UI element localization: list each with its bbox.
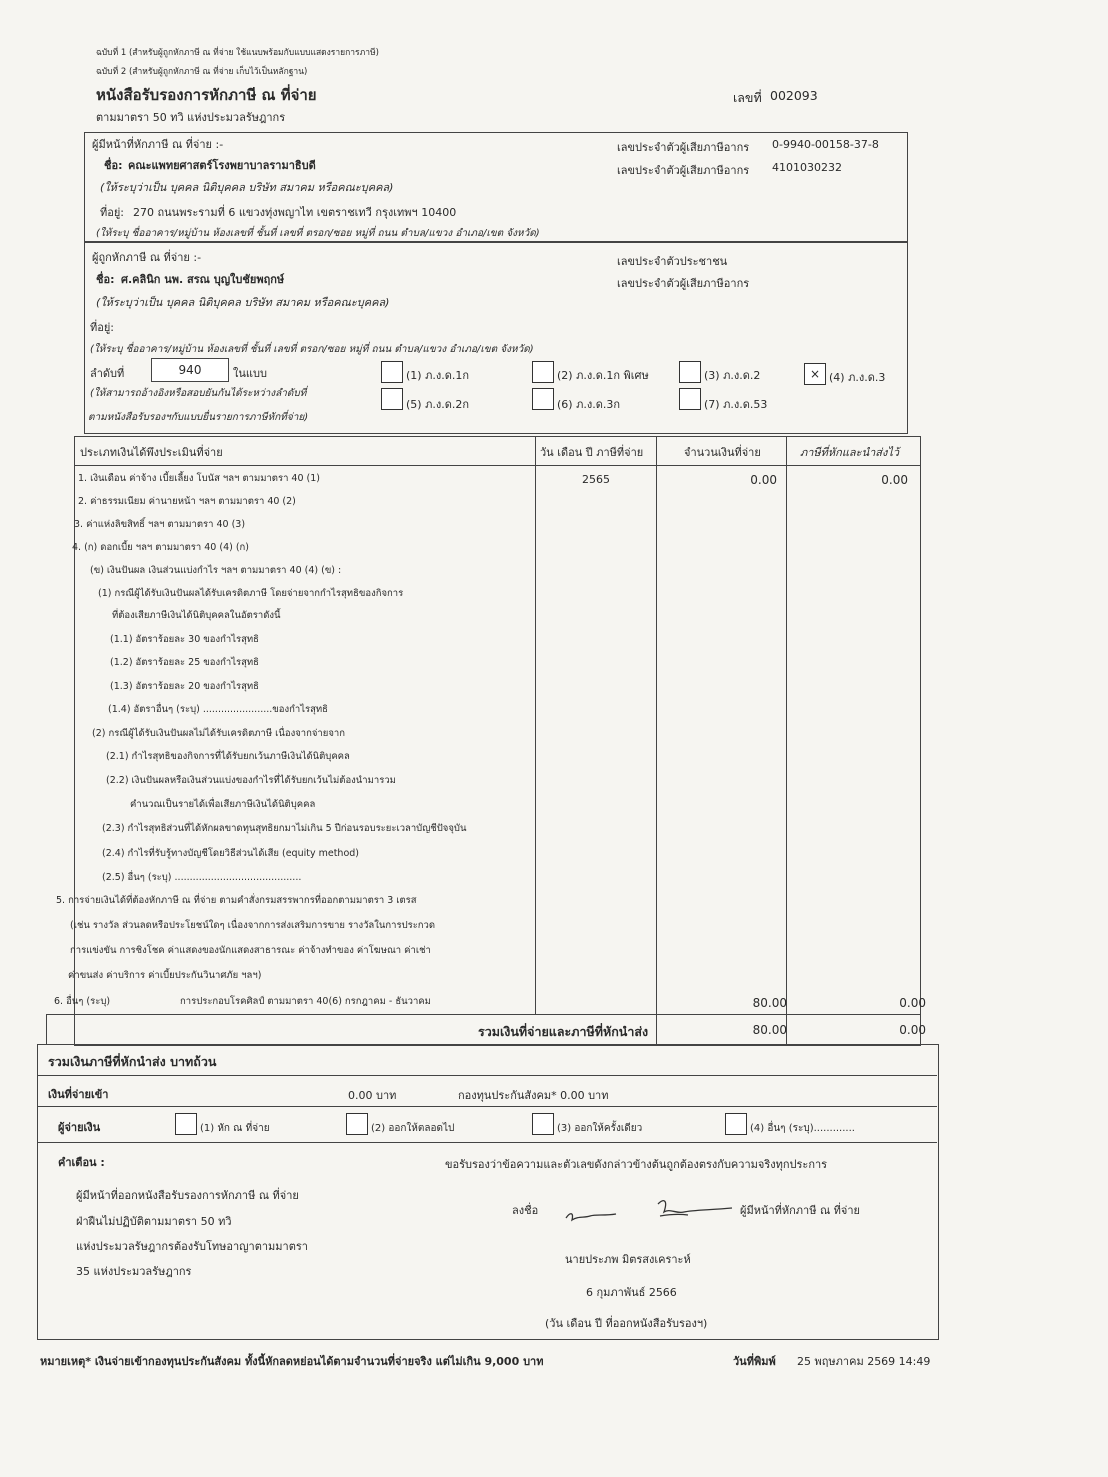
row-label: (1) กรณีผู้ได้รับเงินปันผลได้รับเครดิตภาษี โดยจ่ายจากกำไรสุทธิของกิจการ (98, 588, 404, 599)
total-label: รวมเงินที่จ่ายและภาษีที่หักนำส่ง (478, 1024, 649, 1039)
sign-label: ลงชื่อ (512, 1204, 539, 1217)
form1-checkbox[interactable] (381, 361, 403, 383)
total-amount: 80.00 (752, 1023, 787, 1037)
row-label: ค่าขนส่ง ค่าบริการ ค่าเบี้ยประกันวินาศภัย ฯลฯ) (68, 970, 262, 981)
row-label: (2) กรณีผู้ได้รับเงินปันผลไม่ได้รับเครดิตภาษี เนื่องจากจ่ายจาก (92, 728, 345, 739)
payee-name-hint: (ให้ระบุว่าเป็น บุคคล นิติบุคคล บริษัท สมาคม หรือคณะบุคคล) (96, 296, 390, 309)
issue-date: 6 กุมภาพันธ์ 2566 (586, 1286, 677, 1299)
row-amount: 0.00 (750, 473, 777, 487)
option1-checkbox[interactable] (175, 1113, 197, 1135)
payer-taxid-label: เลขประจำตัวผู้เสียภาษีอากร (617, 141, 750, 154)
option4-label: (4) อื่นๆ (ระบุ)............. (750, 1123, 855, 1134)
footer-note: หมายเหตุ* เงินจ่ายเข้ากองทุนประกันสังคม ทั้งนี้หักลดหย่อนได้ตามจำนวนที่จ่ายจริง แต่ไม่เกิน 9,000 บาท (40, 1355, 544, 1368)
option4-checkbox[interactable] (725, 1113, 747, 1135)
payer-heading: ผู้มีหน้าที่หักภาษี ณ ที่จ่าย :- (92, 138, 224, 151)
row-label: ที่ต้องเสียภาษีเงินได้นิติบุคคลในอัตราดังนี้ (112, 610, 281, 621)
row-label: (1.4) อัตราอื่นๆ (ระบุ) .......................ของกำไรสุทธิ (108, 704, 328, 715)
col-header-date: วัน เดือน ปี ภาษีที่จ่าย (540, 446, 644, 459)
form5-checkbox[interactable] (381, 388, 403, 410)
payee-id-label: เลขประจำตัวประชาชน (617, 255, 728, 268)
row-label: การแข่งขัน การชิงโชค ค่าแสดงของนักแสดงสาธารณะ ค่าจ้างทำของ ค่าโฆษณา ค่าเช่า (70, 945, 431, 956)
form2-checkbox[interactable] (532, 361, 554, 383)
payer-name-hint: (ให้ระบุว่าเป็น บุคคล นิติบุคคล บริษัท สมาคม หรือคณะบุคคล) (100, 181, 394, 194)
payee-heading: ผู้ถูกหักภาษี ณ ที่จ่าย :- (92, 251, 202, 264)
row-label: 2. ค่าธรรมเนียม ค่านายหน้า ฯลฯ ตามมาตรา 40 (2) (78, 496, 296, 507)
form1-label: (1) ภ.ง.ด.1ก (406, 369, 469, 382)
form4-checkbox[interactable]: × (804, 363, 826, 385)
payer-address-hint: (ให้ระบุ ชื่ออาคาร/หมู่บ้าน ห้องเลขที่ ชั้นที่ เลขที่ ตรอก/ซอย หมู่ที่ ถนน ตำบล/แขวง อำเภอ/เขต จังหวัด) (96, 228, 540, 239)
warning-line: ฝ่าฝืนไม่ปฏิบัติตามมาตรา 50 ทวิ (76, 1215, 232, 1228)
sequence-value: 940 (151, 358, 229, 382)
row-label: (1.2) อัตราร้อยละ 25 ของกำไรสุทธิ (110, 657, 259, 668)
row-label: (1.1) อัตราร้อยละ 30 ของกำไรสุทธิ (110, 634, 259, 645)
document-subtitle: ตามมาตรา 50 ทวิ แห่งประมวลรัษฎากร (96, 111, 286, 124)
form4-label: (4) ภ.ง.ด.3 (829, 371, 886, 384)
row-label: 6. อื่นๆ (ระบุ) (54, 996, 111, 1007)
sequence-unit: ในแบบ (233, 367, 267, 380)
document-title: หนังสือรับรองการหักภาษี ณ ที่จ่าย (96, 86, 317, 104)
option3-checkbox[interactable] (532, 1113, 554, 1135)
row-amount: 80.00 (752, 996, 787, 1010)
issue-date-hint: (วัน เดือน ปี ที่ออกหนังสือรับรองฯ) (545, 1317, 708, 1330)
warning-line: ผู้มีหน้าที่ออกหนังสือรับรองการหักภาษี ณ ที่จ่าย (76, 1189, 299, 1202)
payee-address-label: ที่อยู่: (90, 321, 115, 334)
form6-label: (6) ภ.ง.ด.3ก (557, 398, 620, 411)
row-label: (1.3) อัตราร้อยละ 20 ของกำไรสุทธิ (110, 681, 259, 692)
total-tax: 0.00 (899, 1023, 926, 1037)
form7-checkbox[interactable] (679, 388, 701, 410)
col-header-tax: ภาษีที่หักและนำส่งไว้ (800, 446, 900, 459)
row-detail: การประกอบโรคศิลป์ ตามมาตรา 40(6) กรกฎาคม - ธันวาคม (180, 996, 431, 1007)
sso-contribution: กองทุนประกันสังคม* 0.00 บาท (458, 1089, 609, 1102)
form3-checkbox[interactable] (679, 361, 701, 383)
payer-name-label: ชื่อ: (104, 159, 123, 172)
payer-taxid2: 4101030232 (772, 161, 842, 174)
payer-address: 270 ถนนพระรามที่ 6 แขวงทุ่งพญาไท เขตราชเทวี กรุงเทพฯ 10400 (133, 206, 457, 219)
row-label: 1. เงินเดือน ค่าจ้าง เบี้ยเลี้ยง โบนัส ฯลฯ ตามมาตรา 40 (1) (78, 473, 320, 484)
row-label: 4. (ก) ดอกเบี้ย ฯลฯ ตามมาตรา 40 (4) (ก) (72, 542, 250, 553)
row-tax: 0.00 (899, 996, 926, 1010)
form5-label: (5) ภ.ง.ด.2ก (406, 398, 469, 411)
warning-line: 35 แห่งประมวลรัษฎากร (76, 1265, 192, 1278)
sequence-hint1: (ให้สามารถอ้างอิงหรือสอบยันกันได้ระหว่างลำดับที่ (90, 388, 307, 399)
payer-address-label: ที่อยู่: (100, 206, 125, 219)
row-label: (2.4) กำไรที่รับรู้ทางบัญชีโดยวิธีส่วนได้เสีย (equity method) (102, 848, 359, 859)
signer-role: ผู้มีหน้าที่หักภาษี ณ ที่จ่าย (740, 1204, 861, 1217)
payer-taxid2-label: เลขประจำตัวผู้เสียภาษีอากร (617, 164, 750, 177)
payee-name: ศ.คลินิก นพ. สรณ บุญใบชัยพฤกษ์ (121, 273, 285, 286)
payee-address-hint: (ให้ระบุ ชื่ออาคาร/หมู่บ้าน ห้องเลขที่ ชั้นที่ เลขที่ ตรอก/ซอย หมู่ที่ ถนน ตำบล/แขวง อำเภอ/เขต จังหวัด) (90, 344, 534, 355)
copy1-note: ฉบับที่ 1 (สำหรับผู้ถูกหักภาษี ณ ที่จ่าย ใช้แนบพร้อมกับแบบแสดงรายการภาษี) (96, 48, 379, 58)
printed-label: วันที่พิมพ์ (733, 1355, 776, 1368)
option1-label: (1) หัก ณ ที่จ่าย (200, 1123, 270, 1134)
sequence-label: ลำดับที่ (90, 367, 125, 380)
col-header-income-type: ประเภทเงินได้พึงประเมินที่จ่าย (80, 446, 223, 459)
option2-label: (2) ออกให้ตลอดไป (371, 1123, 455, 1134)
certify-text: ขอรับรองว่าข้อความและตัวเลขดังกล่าวข้างต้นถูกต้องตรงกับความจริงทุกประการ (445, 1158, 828, 1171)
warning-line: แห่งประมวลรัษฎากรต้องรับโทษอาญาตามมาตรา (76, 1240, 308, 1253)
row-label: 5. การจ่ายเงินได้ที่ต้องหักภาษี ณ ที่จ่าย ตามคำสั่งกรมสรรพากรที่ออกตามมาตรา 3 เตรส (56, 895, 417, 906)
payer-name: คณะแพทยศาสตร์โรงพยาบาลรามาธิบดี (128, 159, 316, 172)
contribution-label: เงินที่จ่ายเข้า (48, 1088, 109, 1101)
form2-label: (2) ภ.ง.ด.1ก พิเศษ (557, 369, 649, 382)
doc-no-label: เลขที่ (733, 90, 762, 105)
payee-name-label: ชื่อ: (96, 273, 115, 286)
row-label: (2.3) กำไรสุทธิส่วนที่ได้หักผลขาดทุนสุทธิยกมาไม่เกิน 5 ปีก่อนรอบระยะเวลาบัญชีปัจจุบัน (102, 823, 467, 834)
payer-options-label: ผู้จ่ายเงิน (58, 1121, 101, 1134)
sequence-hint2: ตามหนังสือรับรองฯกับแบบยื่นรายการภาษีหักที่จ่าย) (88, 412, 309, 423)
row-date: 2565 (582, 473, 610, 486)
payer-taxid: 0-9940-00158-37-8 (772, 138, 879, 151)
row-label: คำนวณเป็นรายได้เพื่อเสียภาษีเงินได้นิติบุคคล (130, 799, 316, 810)
row-label: (เช่น รางวัล ส่วนลดหรือประโยชน์ใดๆ เนื่องจากการส่งเสริมการขาย รางวัลในการประกวด (70, 920, 436, 931)
signature-image (560, 1190, 740, 1230)
doc-no: 002093 (770, 88, 818, 103)
payee-taxid-label: เลขประจำตัวผู้เสียภาษีอากร (617, 277, 750, 290)
option2-checkbox[interactable] (346, 1113, 368, 1135)
printed-date: 25 พฤษภาคม 2569 14:49 (797, 1355, 931, 1368)
signer-name: นายประภพ มิตรสงเคราะห์ (565, 1253, 691, 1266)
contribution-value: 0.00 บาท (348, 1089, 397, 1102)
row-tax: 0.00 (881, 473, 908, 487)
form6-checkbox[interactable] (532, 388, 554, 410)
col-header-amount: จำนวนเงินที่จ่าย (684, 446, 761, 459)
row-label: (2.2) เงินปันผลหรือเงินส่วนแบ่งของกำไรที่ได้รับยกเว้นไม่ต้องนำมารวม (106, 775, 396, 786)
option3-label: (3) ออกให้ครั้งเดียว (557, 1123, 643, 1134)
row-label: (2.1) กำไรสุทธิของกิจการที่ได้รับยกเว้นภาษีเงินได้นิติบุคคล (106, 751, 350, 762)
row-label: (2.5) อื่นๆ (ระบุ) .......................................... (102, 872, 302, 883)
form7-label: (7) ภ.ง.ด.53 (704, 398, 768, 411)
tax-in-words-label: รวมเงินภาษีที่หักนำส่ง บาทถ้วน (48, 1054, 217, 1069)
warning-label: คำเตือน : (58, 1156, 105, 1169)
row-label: 3. ค่าแห่งลิขสิทธิ์ ฯลฯ ตามมาตรา 40 (3) (74, 519, 246, 530)
row-label: (ข) เงินปันผล เงินส่วนแบ่งกำไร ฯลฯ ตามมาตรา 40 (4) (ข) : (90, 565, 342, 576)
copy2-note: ฉบับที่ 2 (สำหรับผู้ถูกหักภาษี ณ ที่จ่าย เก็บไว้เป็นหลักฐาน) (96, 67, 308, 77)
form3-label: (3) ภ.ง.ด.2 (704, 369, 761, 382)
